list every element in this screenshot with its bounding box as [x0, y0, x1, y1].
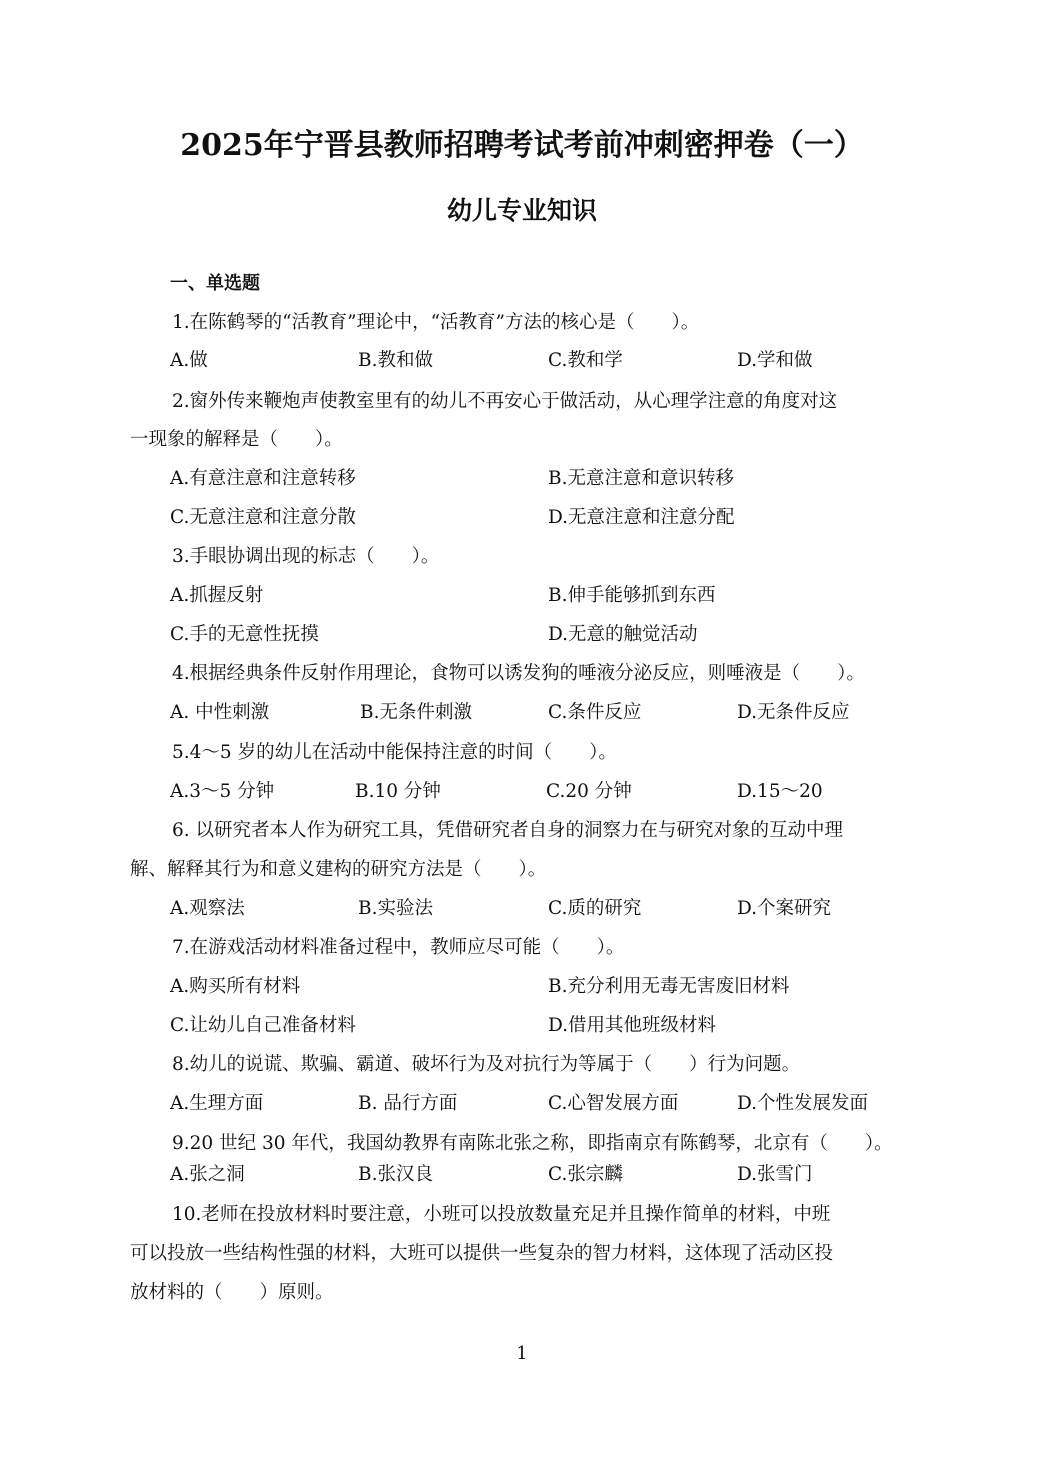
- question-2-option-d: D.无意注意和注意分配: [548, 507, 735, 528]
- question-3-option-b: B.伸手能够抓到东西: [548, 585, 716, 606]
- question-1-option-c: C.教和学: [548, 350, 623, 371]
- question-7-option-d: D.借用其他班级材料: [548, 1015, 717, 1036]
- question-5-text: 5.4～5 岁的幼儿在活动中能保持注意的时间（ ）。: [172, 742, 617, 763]
- question-10-text-cont-1: 可以投放一些结构性强的材料，大班可以提供一些复杂的智力材料，这体现了活动区投: [130, 1243, 834, 1264]
- question-9-option-d: D.张雪门: [737, 1164, 813, 1185]
- question-5-option-a: A.3～5 分钟: [170, 781, 275, 802]
- question-1-option-b: B.教和做: [358, 350, 433, 371]
- question-8-option-a: A.生理方面: [170, 1093, 264, 1114]
- question-2-option-a: A.有意注意和注意转移: [170, 468, 356, 489]
- question-3-option-a: A.抓握反射: [170, 585, 264, 606]
- question-7-option-c: C.让幼儿自己准备材料: [170, 1015, 356, 1036]
- question-9-text: 9.20 世纪 30 年代，我国幼教界有南陈北张之称，即指南京有陈鹤琴，北京有（ ）。: [172, 1133, 893, 1154]
- question-6-text-cont: 解、解释其行为和意义建构的研究方法是（ ）。: [130, 859, 547, 880]
- question-4-option-a: A. 中性刺激: [170, 702, 270, 723]
- question-3-text: 3.手眼协调出现的标志（ ）。: [172, 546, 440, 567]
- page-number: 1: [516, 1343, 528, 1364]
- question-5-option-b: B.10 分钟: [355, 781, 441, 802]
- question-4-text: 4.根据经典条件反射作用理论，食物可以诱发狗的唾液分泌反应，则唾液是（ ）。: [172, 663, 865, 684]
- question-5-option-d: D.15～20: [737, 781, 823, 802]
- page-title: 2025年宁晋县教师招聘考试考前冲刺密押卷（一）: [180, 128, 864, 163]
- question-9-option-c: C.张宗麟: [548, 1164, 623, 1185]
- question-2-option-b: B.无意注意和意识转移: [548, 468, 734, 489]
- question-3-option-c: C.手的无意性抚摸: [170, 624, 319, 645]
- question-8-option-b: B. 品行方面: [358, 1093, 458, 1114]
- question-9-option-a: A.张之洞: [170, 1164, 245, 1185]
- question-5-option-c: C.20 分钟: [546, 781, 632, 802]
- question-8-option-d: D.个性发展发面: [737, 1093, 869, 1114]
- page-subtitle: 幼儿专业知识: [446, 196, 597, 225]
- question-9-option-b: B.张汉良: [358, 1164, 433, 1185]
- question-2-text: 2.窗外传来鞭炮声使教室里有的幼儿不再安心于做活动，从心理学注意的角度对这: [172, 391, 838, 412]
- question-4-option-c: C.条件反应: [548, 702, 642, 723]
- question-6-option-c: C.质的研究: [548, 898, 642, 919]
- question-3-option-d: D.无意的触觉活动: [548, 624, 698, 645]
- question-4-option-d: D.无条件反应: [737, 702, 850, 723]
- question-1-option-d: D.学和做: [737, 350, 813, 371]
- question-10-text-cont-2: 放材料的（ ）原则。: [130, 1282, 334, 1303]
- question-4-option-b: B.无条件刺激: [360, 702, 472, 723]
- question-7-option-b: B.充分利用无毒无害废旧材料: [548, 976, 790, 997]
- section-heading: 一、单选题: [170, 273, 260, 294]
- question-2-option-c: C.无意注意和注意分散: [170, 507, 356, 528]
- question-10-text: 10.老师在投放材料时要注意，小班可以投放数量充足并且操作简单的材料，中班: [172, 1204, 831, 1225]
- question-2-text-cont: 一现象的解释是（ ）。: [130, 429, 343, 450]
- question-6-option-d: D.个案研究: [737, 898, 832, 919]
- question-8-text: 8.幼儿的说谎、欺骗、霸道、破坏行为及对抗行为等属于（ ）行为问题。: [172, 1054, 801, 1075]
- question-6-text: 6. 以研究者本人作为研究工具，凭借研究者自身的洞察力在与研究对象的互动中理: [172, 820, 844, 841]
- question-1-option-a: A.做: [170, 350, 208, 371]
- question-6-option-b: B.实验法: [358, 898, 433, 919]
- question-8-option-c: C.心智发展方面: [548, 1093, 679, 1114]
- question-6-option-a: A.观察法: [170, 898, 245, 919]
- question-1-text: 1.在陈鹤琴的“活教育”理论中，“活教育”方法的核心是（ ）。: [172, 312, 700, 333]
- question-7-text: 7.在游戏活动材料准备过程中，教师应尽可能（ ）。: [172, 937, 625, 958]
- question-7-option-a: A.购买所有材料: [170, 976, 301, 997]
